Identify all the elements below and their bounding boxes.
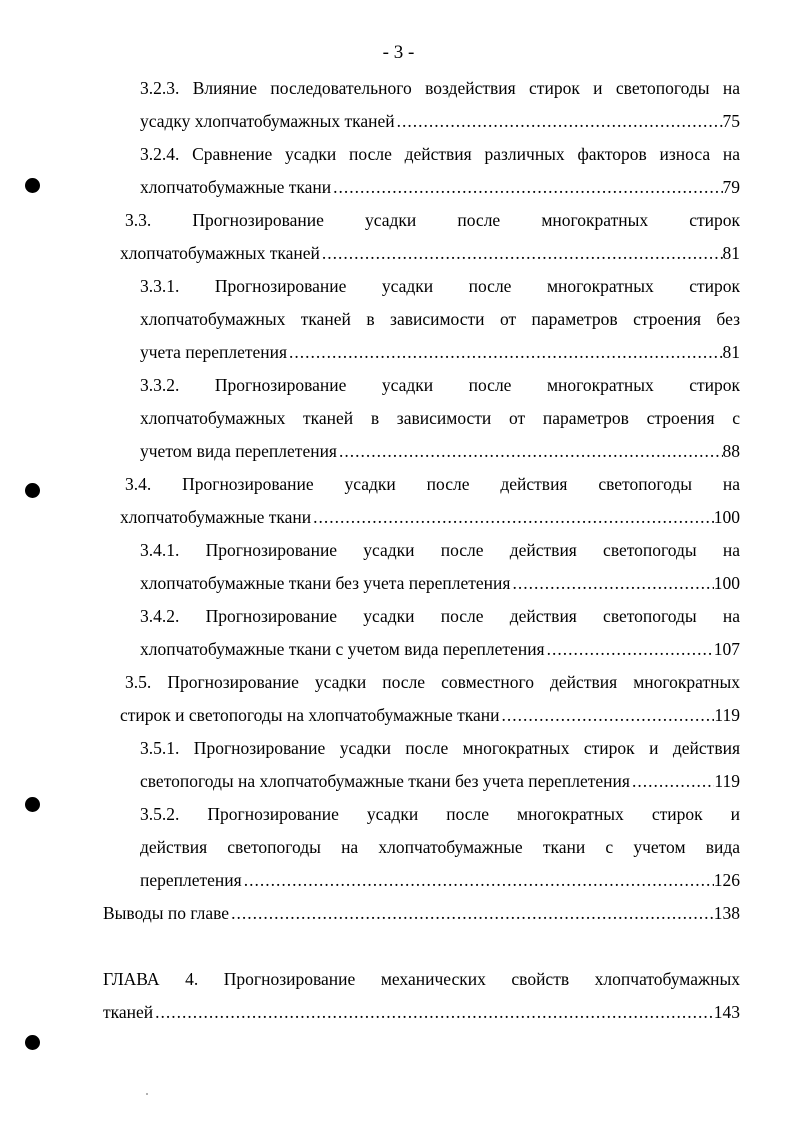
toc-entry-3-3-1[interactable] <box>140 270 740 369</box>
toc-line: 3.3.2. Прогнозирование усадки после многократных стирок <box>140 375 740 395</box>
dot-leader <box>630 765 714 798</box>
toc-page-number: 100 <box>713 573 740 593</box>
toc-page-number: 107 <box>713 639 740 659</box>
toc-page-number: 119 <box>714 771 740 791</box>
dot-leader <box>320 237 723 270</box>
toc-line: хлопчатобумажные ткани без учета переплетения <box>140 573 511 593</box>
toc-page-number: 138 <box>713 903 740 923</box>
toc-page-number: 81 <box>722 243 740 263</box>
toc-page-number: 119 <box>714 705 740 725</box>
toc-entry-3-2-3[interactable] <box>140 72 740 138</box>
toc-line: ГЛАВА 4. Прогнозирование механических свойств хлопчатобумажных <box>103 969 740 989</box>
toc-line: стирок и светопогоды на хлопчатобумажные ткани <box>120 705 500 725</box>
toc-line: хлопчатобумажных тканей в зависимости от параметров строения без <box>140 309 740 329</box>
toc-page-number: 81 <box>722 342 740 362</box>
toc-line: усадку хлопчатобумажных тканей <box>140 111 395 131</box>
toc-page-number: 88 <box>722 441 740 461</box>
toc-entry-3-5-1[interactable] <box>140 732 740 798</box>
page-number: - 3 - <box>382 42 415 63</box>
toc-leader-line <box>103 897 740 930</box>
binder-hole-icon <box>25 178 40 193</box>
toc-leader-line <box>103 996 740 1029</box>
toc-line: 3.4.1. Прогнозирование усадки после действия светопогоды на <box>140 540 740 560</box>
toc-line: 3.5. Прогнозирование усадки после совместного действия многократных <box>125 672 740 692</box>
dot-leader <box>337 435 723 468</box>
dot-leader <box>395 105 723 138</box>
toc-line: хлопчатобумажных тканей <box>120 243 320 263</box>
toc-entry-3-4-1[interactable] <box>140 534 740 600</box>
toc-line: хлопчатобумажные ткани с учетом вида переплетения <box>140 639 545 659</box>
toc-line: 3.2.3. Влияние последовательного воздействия стирок и светопогоды на <box>140 78 740 98</box>
toc-line: 3.3.1. Прогнозирование усадки после многократных стирок <box>140 276 740 296</box>
binder-hole-icon <box>25 797 40 812</box>
toc-entry-3-2-4[interactable] <box>140 138 740 204</box>
toc-line: учета переплетения <box>140 342 288 362</box>
toc-leader-line <box>120 699 740 732</box>
toc-page-number: 126 <box>713 870 740 890</box>
toc-entry-conclusions[interactable] <box>103 897 740 930</box>
toc-line: переплетения <box>140 870 242 890</box>
dot-leader <box>229 897 714 930</box>
toc-line: учетом вида переплетения <box>140 441 337 461</box>
toc-leader-line <box>140 765 740 798</box>
toc-leader-line <box>120 237 740 270</box>
toc-line: 3.4.2. Прогнозирование усадки после действия светопогоды на <box>140 606 740 626</box>
toc-line: хлопчатобумажные ткани <box>120 507 312 527</box>
dot-leader <box>287 336 722 369</box>
toc-entry-3-5-2[interactable] <box>140 798 740 897</box>
toc-line: 3.3. Прогнозирование усадки после многократных стирок <box>125 210 740 230</box>
toc-page-number: 75 <box>722 111 740 131</box>
toc-leader-line <box>140 633 740 666</box>
toc-page-number: 143 <box>713 1002 740 1022</box>
binder-hole-icon <box>25 483 40 498</box>
toc-line: хлопчатобумажные ткани <box>140 177 332 197</box>
toc-leader-line <box>140 336 740 369</box>
toc-entry-3-3-2[interactable] <box>140 369 740 468</box>
dot-leader <box>242 864 714 897</box>
dot-leader <box>500 699 715 732</box>
toc-page-number: 100 <box>713 507 740 527</box>
toc-line: 3.5.2. Прогнозирование усадки после многократных стирок и <box>140 804 740 824</box>
dot-leader <box>545 633 714 666</box>
toc-line: светопогоды на хлопчатобумажные ткани без учета переплетения <box>140 771 630 791</box>
toc-line: 3.2.4. Сравнение усадки после действия различных факторов износа на <box>140 144 740 164</box>
toc-line: действия светопогоды на хлопчатобумажные ткани с учетом вида <box>140 837 740 857</box>
toc-entry-3-5[interactable] <box>120 666 740 732</box>
toc-leader-line <box>140 567 740 600</box>
toc-leader-line <box>140 105 740 138</box>
toc-page-number: 79 <box>722 177 740 197</box>
toc-line: Выводы по главе <box>103 903 230 923</box>
toc-leader-line <box>120 501 740 534</box>
toc-entry-3-4-2[interactable] <box>140 600 740 666</box>
toc-line: хлопчатобумажных тканей в зависимости от параметров строения с <box>140 408 740 428</box>
toc-entry-chapter-4[interactable] <box>103 963 740 1029</box>
toc-leader-line <box>140 864 740 897</box>
toc-entry-3-4[interactable] <box>120 468 740 534</box>
toc-line: 3.5.1. Прогнозирование усадки после многократных стирок и действия <box>140 738 740 758</box>
toc-line: тканей <box>103 1002 154 1022</box>
scan-speck <box>146 1093 148 1095</box>
dot-leader <box>311 501 714 534</box>
binder-hole-icon <box>25 1035 40 1050</box>
toc-line: 3.4. Прогнозирование усадки после действия светопогоды на <box>125 474 740 494</box>
dot-leader <box>510 567 713 600</box>
toc-leader-line <box>140 435 740 468</box>
dot-leader <box>153 996 714 1029</box>
dot-leader <box>331 171 722 204</box>
toc-leader-line <box>140 171 740 204</box>
toc-entry-3-3[interactable] <box>120 204 740 270</box>
